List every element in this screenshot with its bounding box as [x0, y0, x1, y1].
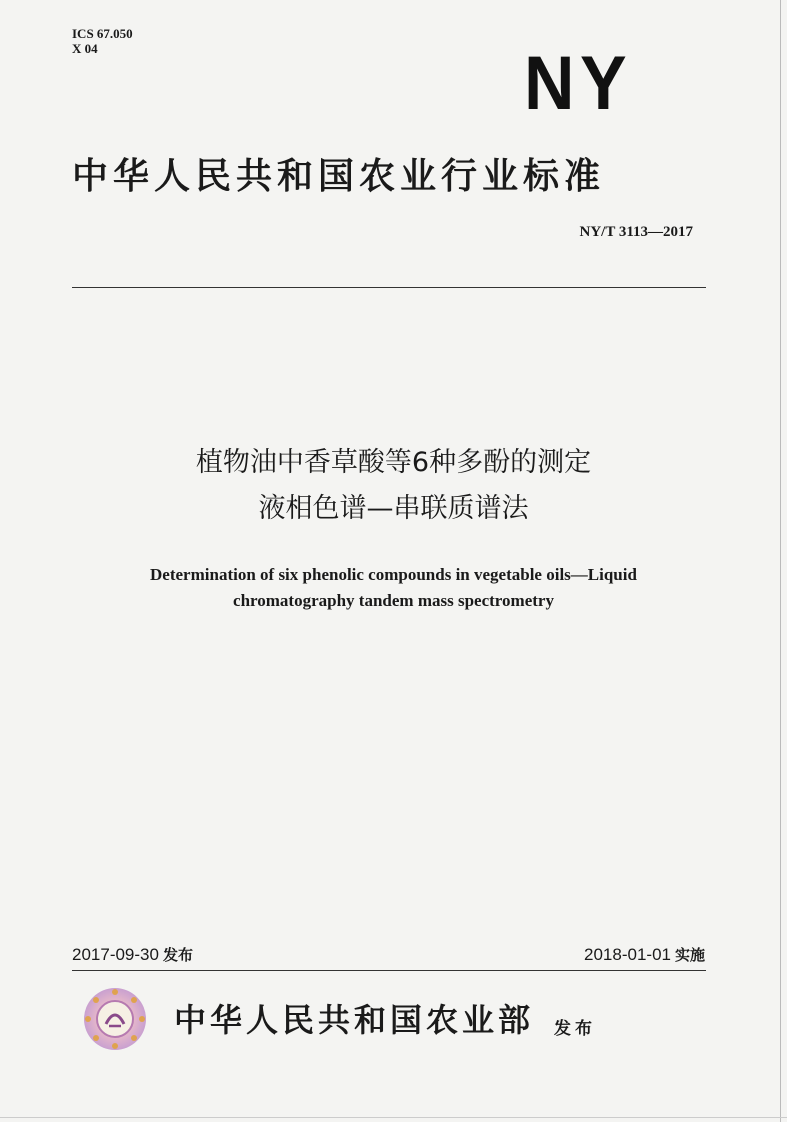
- class-code: X 04: [72, 41, 98, 56]
- top-divider: [72, 287, 706, 288]
- standard-title: 中华人民共和国农业行业标准: [72, 156, 606, 197]
- english-title: [0, 562, 787, 614]
- effective-date: 2018-01-01: [584, 945, 671, 964]
- effective-date-block: [584, 944, 705, 965]
- chinese-title: [0, 440, 787, 532]
- ics-block: [72, 26, 133, 56]
- issue-date-block: [72, 944, 193, 965]
- effective-label: 实施: [674, 946, 705, 964]
- english-title-line-2: chromatography tandem mass spectrometry: [233, 591, 554, 610]
- bottom-divider: [72, 970, 706, 971]
- standard-number: NY/T 3113—2017: [579, 224, 693, 240]
- issue-label: 发布: [162, 946, 193, 964]
- issuer-issue-word: 发布: [554, 1019, 596, 1039]
- english-title-line-1: Determination of six phenolic compounds in vegetable oils—Liquid: [150, 565, 637, 584]
- chinese-title-line-2: 液相色谱—串联质谱法: [258, 493, 529, 524]
- agriculture-ministry-emblem-icon: [82, 986, 148, 1052]
- chinese-title-line-1: 植物油中香草酸等6种多酚的测定: [195, 447, 592, 478]
- scan-edge-bottom: [0, 1117, 787, 1118]
- issuer-name: 中华人民共和国农业部: [174, 1001, 535, 1039]
- ny-logo: NY: [524, 41, 633, 126]
- scan-edge-right: [780, 0, 781, 1122]
- ics-code: ICS 67.050: [72, 26, 133, 41]
- issue-date: 2017-09-30: [72, 945, 159, 964]
